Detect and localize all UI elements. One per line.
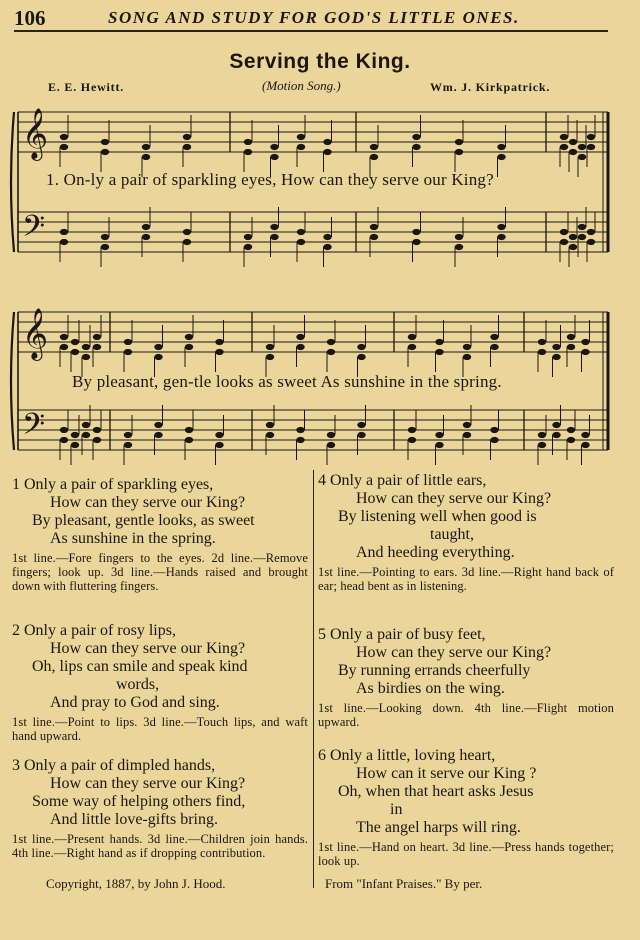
note-head (435, 349, 443, 355)
note-head (101, 139, 109, 145)
note-head (327, 432, 335, 438)
note-head (183, 134, 191, 140)
note-head (270, 224, 278, 230)
note-head (244, 244, 252, 250)
note-head (370, 154, 378, 160)
note-head (297, 134, 305, 140)
note-head (560, 239, 568, 245)
note-head (71, 349, 79, 355)
note-head (82, 354, 90, 360)
note-head (463, 422, 471, 428)
stanza-line: 2 Only a pair of rosy lips, (12, 622, 176, 639)
stanza-6 (318, 747, 614, 868)
lyric-line-1: 1. On-ly a pair of sparkling eyes, How can they serve our King? (46, 170, 494, 189)
note-head (587, 239, 595, 245)
note-head (142, 144, 150, 150)
note-head (142, 154, 150, 160)
note-head (154, 432, 162, 438)
note-head (370, 234, 378, 240)
column-divider (313, 470, 314, 888)
note-head (60, 334, 68, 340)
note-head (538, 442, 546, 448)
note-head (560, 144, 568, 150)
stanza-line: How can they serve our King? (356, 644, 552, 661)
motion-directions: 1st line.—Hand on heart. 3d line.—Press hands together; look up. (318, 840, 614, 868)
note-head (552, 344, 560, 350)
note-head (490, 344, 498, 350)
note-head (101, 244, 109, 250)
note-head (297, 229, 305, 235)
note-head (357, 344, 365, 350)
note-head (215, 432, 223, 438)
note-head (455, 149, 463, 155)
note-head (93, 427, 101, 433)
note-head (408, 437, 416, 443)
note-head (183, 239, 191, 245)
stanza-4 (318, 472, 614, 593)
note-head (569, 139, 577, 145)
note-head (327, 349, 335, 355)
note-head (435, 432, 443, 438)
note-head (60, 144, 68, 150)
bass-clef: 𝄢 (22, 408, 46, 449)
note-head (183, 144, 191, 150)
note-head (327, 339, 335, 345)
stanza-line: 4 Only a pair of little ears, (318, 472, 487, 489)
stanza-line: taught, (430, 526, 474, 543)
note-head (567, 427, 575, 433)
note-head (297, 239, 305, 245)
note-head (538, 339, 546, 345)
note-head (408, 427, 416, 433)
note-head (569, 149, 577, 155)
note-head (60, 239, 68, 245)
source-credit: From "Infant Praises." By per. (325, 876, 483, 891)
note-head (101, 234, 109, 240)
motion-directions: 1st line.—Present hands. 3d line.—Children join hands. 4th line.—Right hand as if dropping contribution. (12, 832, 308, 860)
note-head (587, 144, 595, 150)
note-head (463, 344, 471, 350)
note-head (567, 344, 575, 350)
note-head (124, 349, 132, 355)
note-head (490, 437, 498, 443)
motion-directions: 1st line.—Pointing to ears. 3d line.—Right hand back of ear; head bent as in listening. (318, 565, 614, 593)
note-head (587, 134, 595, 140)
note-head (357, 432, 365, 438)
note-head (552, 354, 560, 360)
note-head (323, 234, 331, 240)
note-head (82, 344, 90, 350)
note-head (60, 427, 68, 433)
note-head (215, 349, 223, 355)
note-head (497, 224, 505, 230)
note-head (323, 149, 331, 155)
treble-clef: 𝄞 (22, 308, 49, 359)
note-head (581, 339, 589, 345)
note-head (183, 229, 191, 235)
note-head (93, 334, 101, 340)
note-head (244, 234, 252, 240)
note-head (490, 427, 498, 433)
note-head (266, 432, 274, 438)
stanza-line: And little love-gifts bring. (50, 811, 218, 828)
motion-directions: 1st line.—Looking down. 4th line.—Flight motion upward. (318, 701, 614, 729)
note-head (154, 354, 162, 360)
note-head (357, 354, 365, 360)
note-head (60, 437, 68, 443)
note-head (71, 442, 79, 448)
note-head (463, 354, 471, 360)
note-head (244, 149, 252, 155)
stanza-line: Some way of helping others find, (32, 793, 246, 810)
stanza-line: By running errands cheerfully (338, 662, 531, 679)
note-head (60, 134, 68, 140)
stanza-line: in (390, 801, 403, 818)
note-head (142, 224, 150, 230)
stanza-line: 5 Only a pair of busy feet, (318, 626, 486, 643)
stanza-line: How can they serve our King? (50, 775, 246, 792)
note-head (587, 229, 595, 235)
composer-credit: Wm. J. Kirkpatrick. (430, 80, 551, 94)
note-head (455, 234, 463, 240)
stanza-3 (12, 757, 308, 860)
note-head (435, 339, 443, 345)
stanza-5 (318, 626, 614, 729)
note-head (490, 334, 498, 340)
note-head (370, 144, 378, 150)
note-head (296, 344, 304, 350)
song-subtitle: (Motion Song.) (262, 78, 341, 93)
song-title: Serving the King. (229, 50, 411, 73)
note-head (71, 339, 79, 345)
note-head (323, 139, 331, 145)
stanza-line: How can it serve our King ? (356, 765, 537, 782)
stanza-line: 1 Only a pair of sparkling eyes, (12, 476, 214, 493)
note-head (60, 344, 68, 350)
note-head (60, 229, 68, 235)
note-head (552, 422, 560, 428)
note-head (93, 437, 101, 443)
stanza-line: Oh, when that heart asks Jesus (338, 783, 534, 800)
note-head (266, 344, 274, 350)
note-head (581, 432, 589, 438)
note-head (142, 234, 150, 240)
stanza-line: 6 Only a little, loving heart, (318, 747, 496, 764)
note-head (463, 432, 471, 438)
lyric-line-2: By pleasant, gen-tle looks as sweet As sunshine in the spring. (72, 372, 502, 391)
note-head (71, 432, 79, 438)
note-head (154, 422, 162, 428)
note-head (82, 422, 90, 428)
copyright-notice: Copyright, 1887, by John J. Hood. (46, 876, 226, 891)
note-head (581, 442, 589, 448)
stanza-line: And pray to God and sing. (50, 694, 220, 711)
bass-clef: 𝄢 (22, 210, 46, 251)
note-head (270, 144, 278, 150)
note-head (567, 334, 575, 340)
note-head (552, 432, 560, 438)
note-head (215, 339, 223, 345)
stanza-line: As sunshine in the spring. (50, 530, 216, 547)
note-head (124, 442, 132, 448)
note-head (569, 244, 577, 250)
note-head (569, 234, 577, 240)
note-head (455, 244, 463, 250)
stanza-2 (12, 622, 308, 743)
stanza-line: By listening well when good is (338, 508, 537, 525)
note-head (412, 229, 420, 235)
author-credit: E. E. Hewitt. (48, 80, 125, 94)
note-head (270, 154, 278, 160)
note-head (412, 144, 420, 150)
note-head (215, 442, 223, 448)
motion-directions: 1st line.—Fore fingers to the eyes. 2d line.—Remove fingers; look up. 3d line.—Hands raised and brought down with fluttering fingers. (12, 551, 308, 593)
stanza-line: How can they serve our King? (50, 494, 246, 511)
stanza-1 (12, 476, 308, 593)
note-head (412, 239, 420, 245)
note-head (567, 437, 575, 443)
stanza-line: The angel harps will ring. (356, 819, 521, 836)
note-head (578, 234, 586, 240)
note-head (560, 229, 568, 235)
note-head (370, 224, 378, 230)
note-head (101, 149, 109, 155)
note-head (124, 432, 132, 438)
stanza-line: And heeding everything. (356, 544, 515, 561)
note-head (435, 442, 443, 448)
note-head (357, 422, 365, 428)
note-head (497, 144, 505, 150)
stanza-line: words, (116, 676, 160, 693)
note-head (185, 437, 193, 443)
motion-directions: 1st line.—Point to lips. 3d line.—Touch lips, and waft hand upward. (12, 715, 308, 743)
note-head (560, 134, 568, 140)
treble-clef: 𝄞 (22, 108, 49, 159)
note-head (412, 134, 420, 140)
score-notation (11, 108, 608, 465)
note-head (244, 139, 252, 145)
note-head (124, 339, 132, 345)
stanza-line: How can they serve our King? (50, 640, 246, 657)
note-head (497, 234, 505, 240)
note-head (327, 442, 335, 448)
stanza-line: How can they serve our King? (356, 490, 552, 507)
stanza-line: As birdies on the wing. (356, 680, 505, 697)
note-head (266, 354, 274, 360)
system-brace (11, 112, 14, 252)
stanza-line: 3 Only a pair of dimpled hands, (12, 757, 216, 774)
note-head (185, 334, 193, 340)
note-head (297, 144, 305, 150)
note-head (296, 437, 304, 443)
note-head (578, 224, 586, 230)
note-head (578, 154, 586, 160)
note-head (266, 422, 274, 428)
stanza-line: Oh, lips can smile and speak kind (32, 658, 248, 675)
page-number: 106 (14, 6, 46, 30)
stanza-line: By pleasant, gentle looks, as sweet (32, 512, 255, 529)
note-head (581, 349, 589, 355)
note-head (154, 344, 162, 350)
note-head (538, 432, 546, 438)
note-head (408, 334, 416, 340)
note-head (296, 427, 304, 433)
note-head (408, 344, 416, 350)
note-head (497, 154, 505, 160)
system-brace (11, 312, 14, 450)
note-head (323, 244, 331, 250)
note-head (185, 344, 193, 350)
note-head (270, 234, 278, 240)
note-head (93, 344, 101, 350)
note-head (82, 432, 90, 438)
note-head (296, 334, 304, 340)
running-head: SONG AND STUDY FOR GOD'S LITTLE ONES. (108, 8, 520, 27)
note-head (538, 349, 546, 355)
note-head (578, 144, 586, 150)
note-head (455, 139, 463, 145)
note-head (185, 427, 193, 433)
